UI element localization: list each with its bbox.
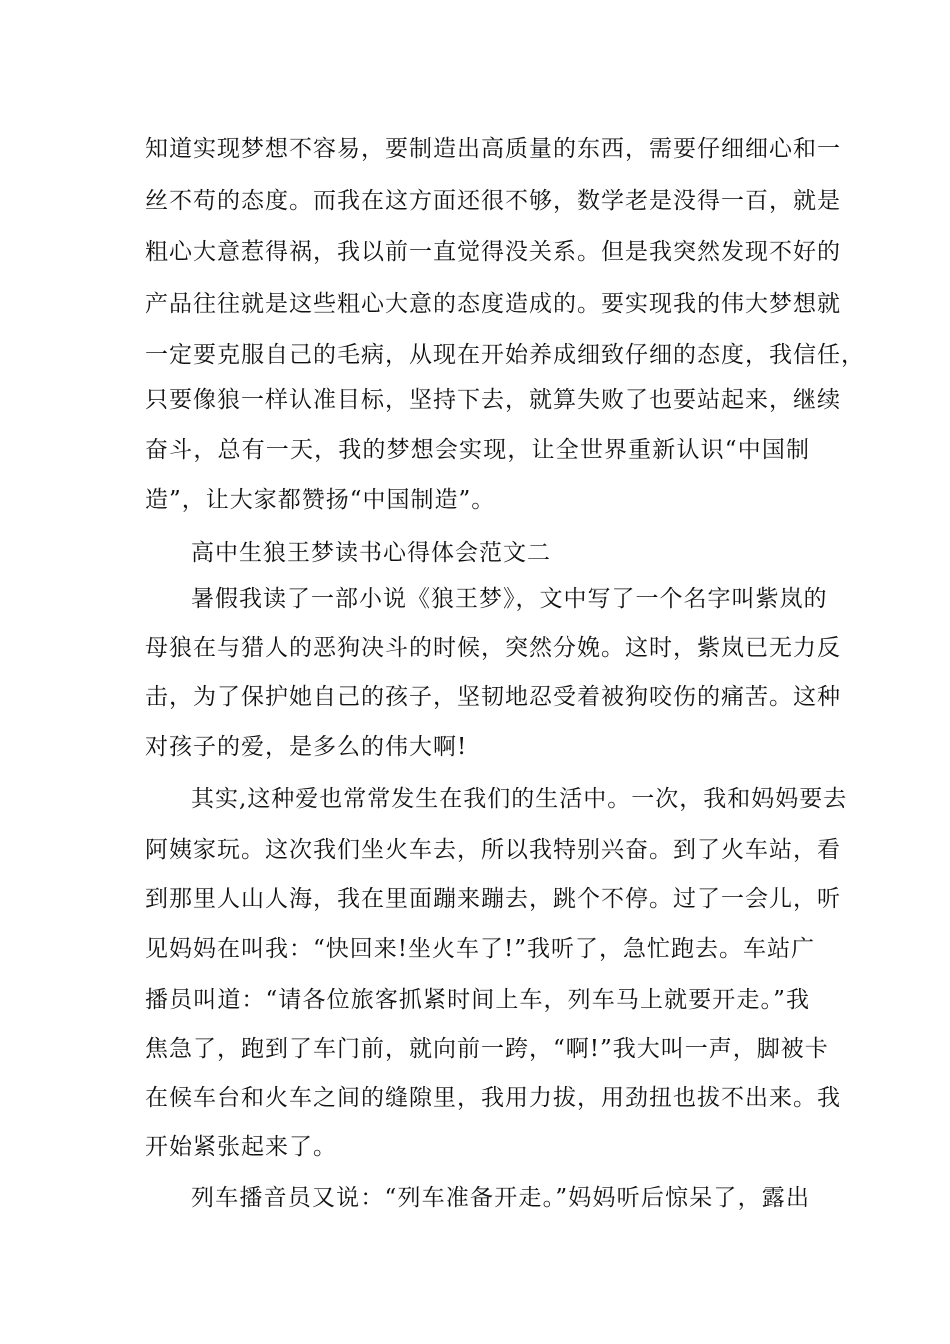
text-line: 其实,这种爱也常常发生在我们的生活中。一次，我和妈妈要去: [191, 786, 848, 812]
text-line: 奋斗，总有一天，我的梦想会实现，让全世界重新认识“中国制: [145, 437, 810, 463]
text-line: 见妈妈在叫我：“快回来!坐火车了!”我听了，急忙跑去。车站广: [145, 936, 816, 962]
text-line: 列车播音员又说：“列车准备开走。”妈妈听后惊呆了，露出: [191, 1185, 810, 1211]
text-line: 粗心大意惹得祸，我以前一直觉得没关系。但是我突然发现不好的: [145, 239, 841, 265]
text-line: 对孩子的爱，是多么的伟大啊!: [145, 734, 468, 760]
text-line: 播员叫道：“请各位旅客抓紧时间上车，列车马上就要开走。”我: [145, 987, 810, 1013]
text-line: 开始紧张起来了。: [145, 1134, 337, 1160]
text-line: 击，为了保护她自己的孩子，坚韧地忍受着被狗咬伤的痛苦。这种: [145, 684, 841, 710]
text-line: 到那里人山人海，我在里面蹦来蹦去，跳个不停。过了一会儿，听: [145, 886, 841, 912]
text-line: 阿姨家玩。这次我们坐火车去，所以我特别兴奋。到了火车站，看: [145, 837, 841, 863]
text-line: 在候车台和火车之间的缝隙里，我用力拔，用劲扭也拔不出来。我: [145, 1085, 841, 1111]
text-line: 暑假我读了一部小说《狼王梦》，文中写了一个名字叫紫岚的: [191, 586, 828, 612]
text-line: 造”，让大家都赞扬“中国制造”。: [145, 487, 496, 513]
text-line: 一定要克服自己的毛病，从现在开始养成细致仔细的态度，我信任，: [145, 342, 865, 368]
text-line: 只要像狼一样认准目标，坚持下去，就算失败了也要站起来，继续: [145, 387, 841, 413]
text-line: 丝不苟的态度。而我在这方面还很不够，数学老是没得一百，就是: [145, 188, 841, 214]
text-line: 母狼在与猎人的恶狗决斗的时候，突然分娩。这时，紫岚已无力反: [145, 635, 841, 661]
section-heading: 高中生狼王梦读书心得体会范文二: [191, 540, 551, 566]
text-line: 焦急了，跑到了车门前，就向前一跨，“啊!”我大叫一声，脚被卡: [145, 1036, 829, 1062]
text-line: 知道实现梦想不容易，要制造出高质量的东西，需要仔细细心和一: [145, 136, 841, 162]
text-line: 产品往往就是这些粗心大意的态度造成的。要实现我的伟大梦想就: [145, 291, 841, 317]
